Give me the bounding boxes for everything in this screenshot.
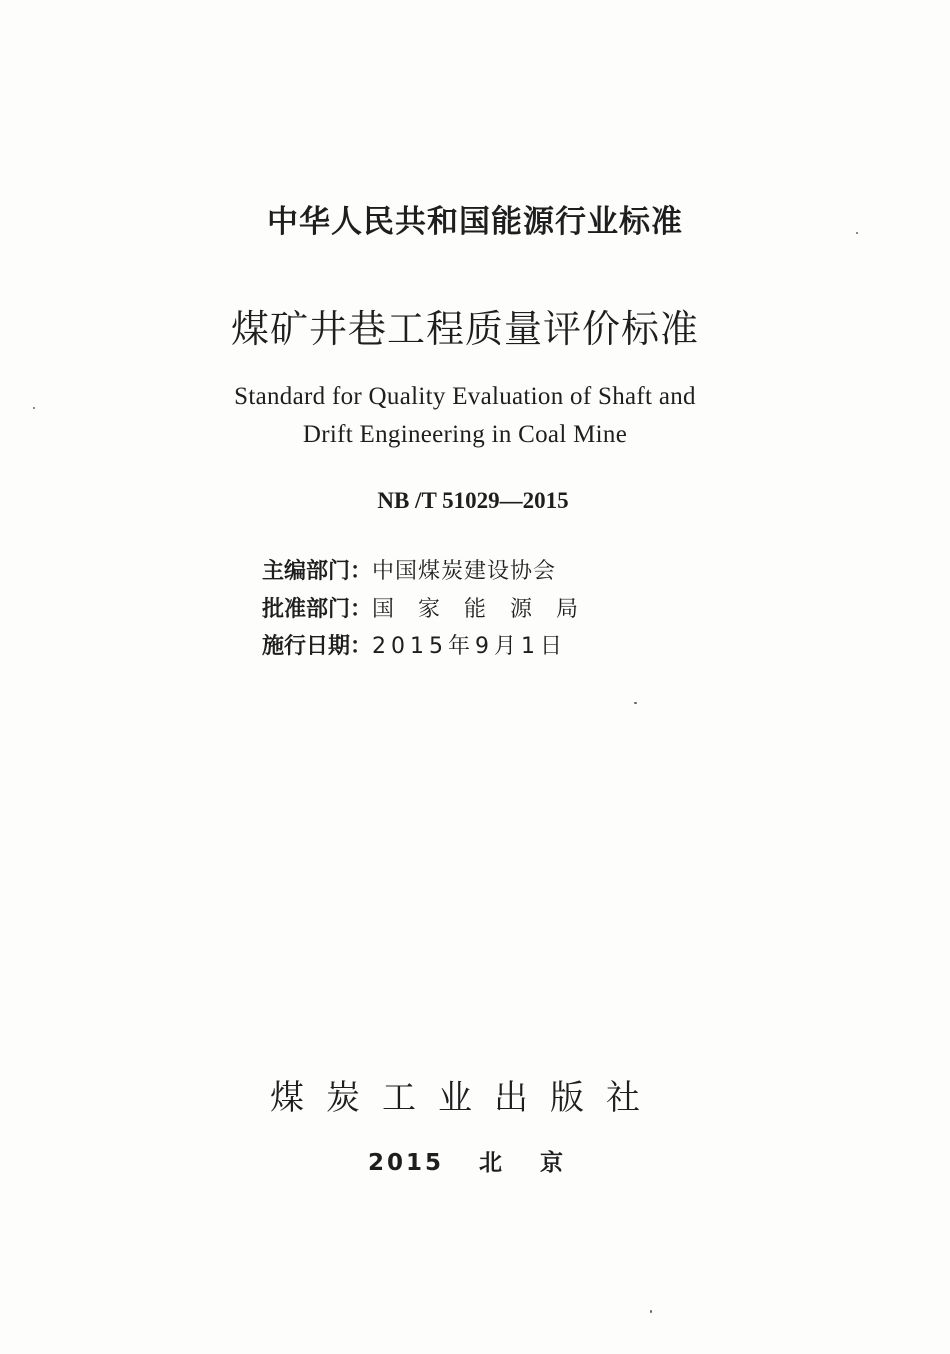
title-english xyxy=(0,378,940,454)
effective-date-row xyxy=(262,629,567,660)
publisher: 煤炭工业出版社 xyxy=(270,1078,662,1118)
scan-speck xyxy=(856,232,858,234)
scan-speck xyxy=(33,407,35,409)
approver-value: 国家能源局 xyxy=(372,597,603,622)
scan-speck xyxy=(634,702,637,704)
standard-code: NB /T 51029—2015 xyxy=(377,488,569,513)
editor-row xyxy=(262,554,556,585)
approver-row xyxy=(262,592,602,623)
title-english-line-1: Standard for Quality Evaluation of Shaft and xyxy=(234,383,696,410)
title-english-line-2: Drift Engineering in Coal Mine xyxy=(302,421,628,448)
publication-year-place: 2015 北 京 xyxy=(367,1150,567,1176)
approver-label: 批准部门： xyxy=(262,597,373,622)
standard-category: 中华人民共和国能源行业标准 xyxy=(267,204,683,240)
effective-date-value: 2015年9月1日 xyxy=(372,634,567,659)
title-chinese: 煤矿井巷工程质量评价标准 xyxy=(230,307,699,351)
editor-value: 中国煤炭建设协会 xyxy=(372,559,557,584)
scan-speck xyxy=(650,1310,652,1313)
editor-label: 主编部门： xyxy=(262,559,373,584)
effective-date-label: 施行日期： xyxy=(262,634,373,659)
